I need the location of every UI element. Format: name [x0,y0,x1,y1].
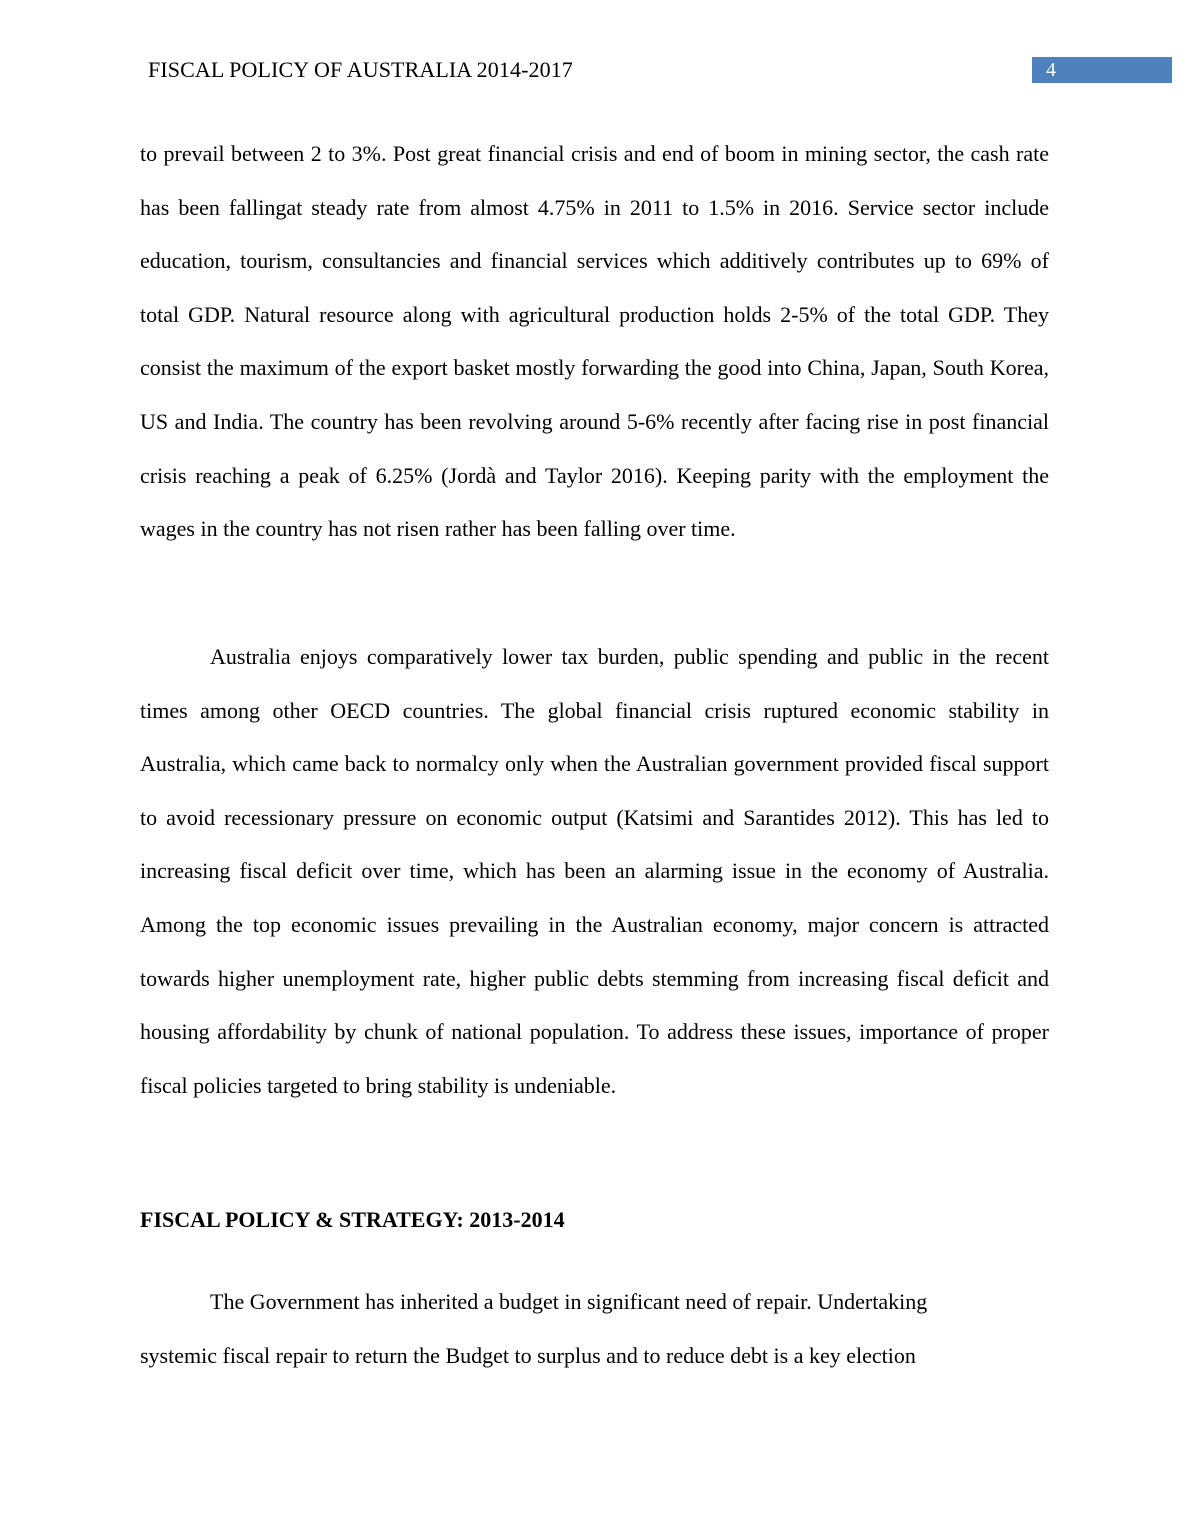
header-title: FISCAL POLICY OF AUSTRALIA 2014-2017 [148,57,573,82]
body-paragraph-2: Australia enjoys comparatively lower tax burden, public spending and public in the recent times among other OECD countries. The global financial crisis ruptured economic stability in Australia, which came back to normalcy only when the Australian government provided fiscal support to avoid recessionary pressure on economic output (Katsimi and Sarantides 2012). This has led to increasing fiscal deficit over time, which has been an alarming issue in the economy of Australia. Among the top economic issues prevailing in the Australian economy, major concern is attracted towards higher unemployment rate, higher public debts stemming from increasing fiscal deficit and housing affordability by chunk of national population. To address these issues, importance of proper fiscal policies targeted to bring stability is undeniable. [140,644,1049,1098]
body-paragraph-3: The Government has inherited a budget in significant need of repair. Undertaking systemic fiscal repair to return the Budget to surplus and to reduce debt is a key election [140,1289,928,1368]
section-heading: FISCAL POLICY & STRATEGY: 2013-2014 [140,1207,565,1232]
body-paragraph-1: to prevail between 2 to 3%. Post great financial crisis and end of boom in mining sector, the cash rate has been fallingat steady rate from almost 4.75% in 2011 to 1.5% in 2016. Service sector include education, tourism, consultancies and financial services which additively contributes up to 69% of total GDP. Natural resource along with agricultural production holds 2-5% of the total GDP. They consist the maximum of the export basket mostly forwarding the good into China, Japan, South Korea, US and India. The country has been revolving around 5-6% recently after facing rise in post financial crisis reaching a peak of 6.25% (Jordà and Taylor 2016). Keeping parity with the employment the wages in the country has not risen rather has been falling over time. [140,141,1049,542]
page-number-badge [1032,57,1172,83]
page-number: 4 [1046,59,1056,81]
